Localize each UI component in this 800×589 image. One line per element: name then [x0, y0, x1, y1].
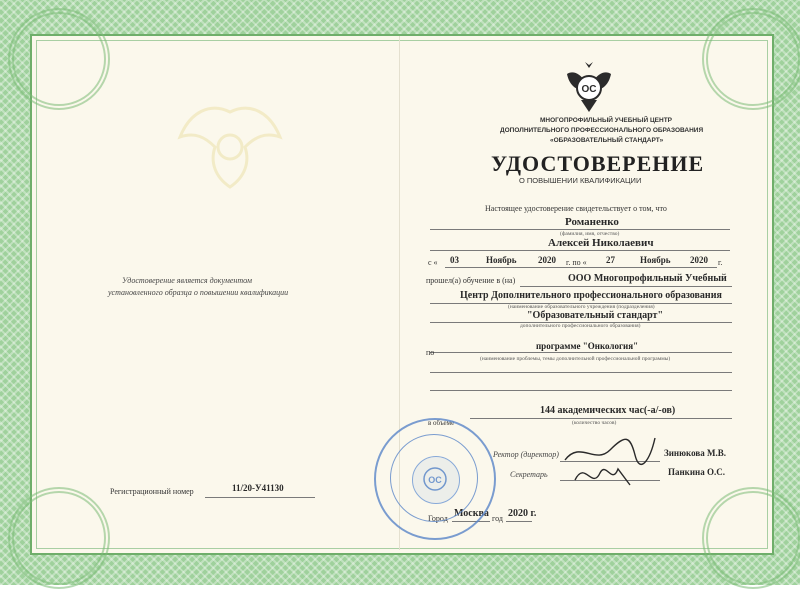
- hours-value: 144 академических час(-а/-ов): [540, 405, 676, 416]
- org-line-3: «ОБРАЗОВАТЕЛЬНЫЙ СТАНДАРТ»: [550, 137, 664, 144]
- blank-line-2: [430, 390, 732, 391]
- note-line-1: Удостоверение является документом: [122, 276, 252, 285]
- institution-line-1-rule: [520, 286, 732, 287]
- by-label: по: [426, 348, 435, 357]
- certificate-subtitle: О ПОВЫШЕНИИ КВАЛИФИКАЦИИ: [519, 176, 642, 185]
- eagle-watermark: [160, 92, 300, 202]
- year-line: [506, 521, 532, 522]
- dates-line: [445, 267, 717, 268]
- certificate-title: УДОСТОВЕРЕНИЕ: [491, 151, 705, 176]
- svg-text:ОС: ОС: [581, 84, 597, 95]
- program-name: программе "Онкология": [536, 341, 639, 351]
- corner-ornament-top-left: [8, 8, 110, 110]
- studied-label: прошел(а) обучение в (на): [426, 276, 516, 285]
- reg-number-label: Регистрационный номер: [110, 487, 194, 496]
- note-line-2: установленного образца о повышении квалификации: [108, 288, 289, 297]
- from-day: 03: [450, 255, 459, 265]
- svg-text:ОС: ОС: [428, 475, 442, 485]
- secretary-name: Панкина О.С.: [668, 467, 725, 477]
- institution-caption: (наименование образовательного учреждения (подразделения): [508, 304, 655, 310]
- certifies-text: Настоящее удостоверение свидетельствует о том, что: [485, 204, 667, 213]
- rector-name: Зинюкова М.В.: [664, 448, 726, 458]
- volume-label: в объеме: [428, 419, 455, 427]
- org-line-1: МНОГОПРОФИЛЬНЫЙ УЧЕБНЫЙ ЦЕНТР: [540, 117, 673, 124]
- secretary-label: Секретарь: [510, 470, 548, 479]
- given-names-line: [430, 250, 730, 251]
- reg-number-line: [205, 497, 315, 498]
- rector-label: Ректор (директор): [493, 450, 559, 459]
- name-caption: (фамилия, имя, отчество): [560, 231, 620, 237]
- corner-ornament-bottom-left: [8, 487, 110, 589]
- program-caption: (наименование проблемы, темы дополнительной профессиональной программы): [480, 356, 671, 362]
- surname: Романенко: [565, 216, 619, 228]
- org-line-2: ДОПОЛНИТЕЛЬНОГО ПРОФЕССИОНАЛЬНОГО ОБРАЗОВАНИЯ: [500, 127, 704, 134]
- surname-line: [430, 229, 730, 230]
- from-month: Ноябрь: [486, 255, 517, 265]
- year-value: 2020 г.: [508, 508, 537, 519]
- hours-caption: (количество часов): [572, 420, 617, 426]
- corner-ornament-bottom-right: [702, 487, 800, 589]
- from-prefix: с «: [428, 258, 438, 267]
- hours-line: [470, 418, 732, 419]
- to-month: Ноябрь: [640, 255, 671, 265]
- to-year: 2020: [690, 255, 708, 265]
- program-line: [430, 352, 732, 353]
- city-value: Москва: [454, 508, 489, 519]
- official-seal: [374, 418, 496, 540]
- secretary-signature: [570, 455, 640, 493]
- seal-emblem-icon: [416, 460, 454, 498]
- to-prefix: г. по «: [566, 258, 587, 267]
- to-day: 27: [606, 255, 615, 265]
- year-label: год: [492, 514, 503, 523]
- year-suffix: г.: [718, 258, 723, 267]
- blank-line-1: [430, 372, 732, 373]
- corner-ornament-top-right: [702, 8, 800, 110]
- institution-caption-2: дополнительного профессионального образования): [520, 323, 641, 329]
- institution-line-3: "Образовательный стандарт": [527, 310, 664, 321]
- from-year: 2020: [538, 255, 556, 265]
- given-names: Алексей Николаевич: [548, 237, 654, 249]
- institution-line-2: Центр Дополнительного профессионального образования: [460, 290, 722, 301]
- institution-line-1: ООО Многопрофильный Учебный: [568, 273, 727, 284]
- city-label: Город: [428, 514, 448, 523]
- reg-number-value: 11/20-У41130: [232, 483, 284, 493]
- eagle-emblem: [563, 60, 615, 116]
